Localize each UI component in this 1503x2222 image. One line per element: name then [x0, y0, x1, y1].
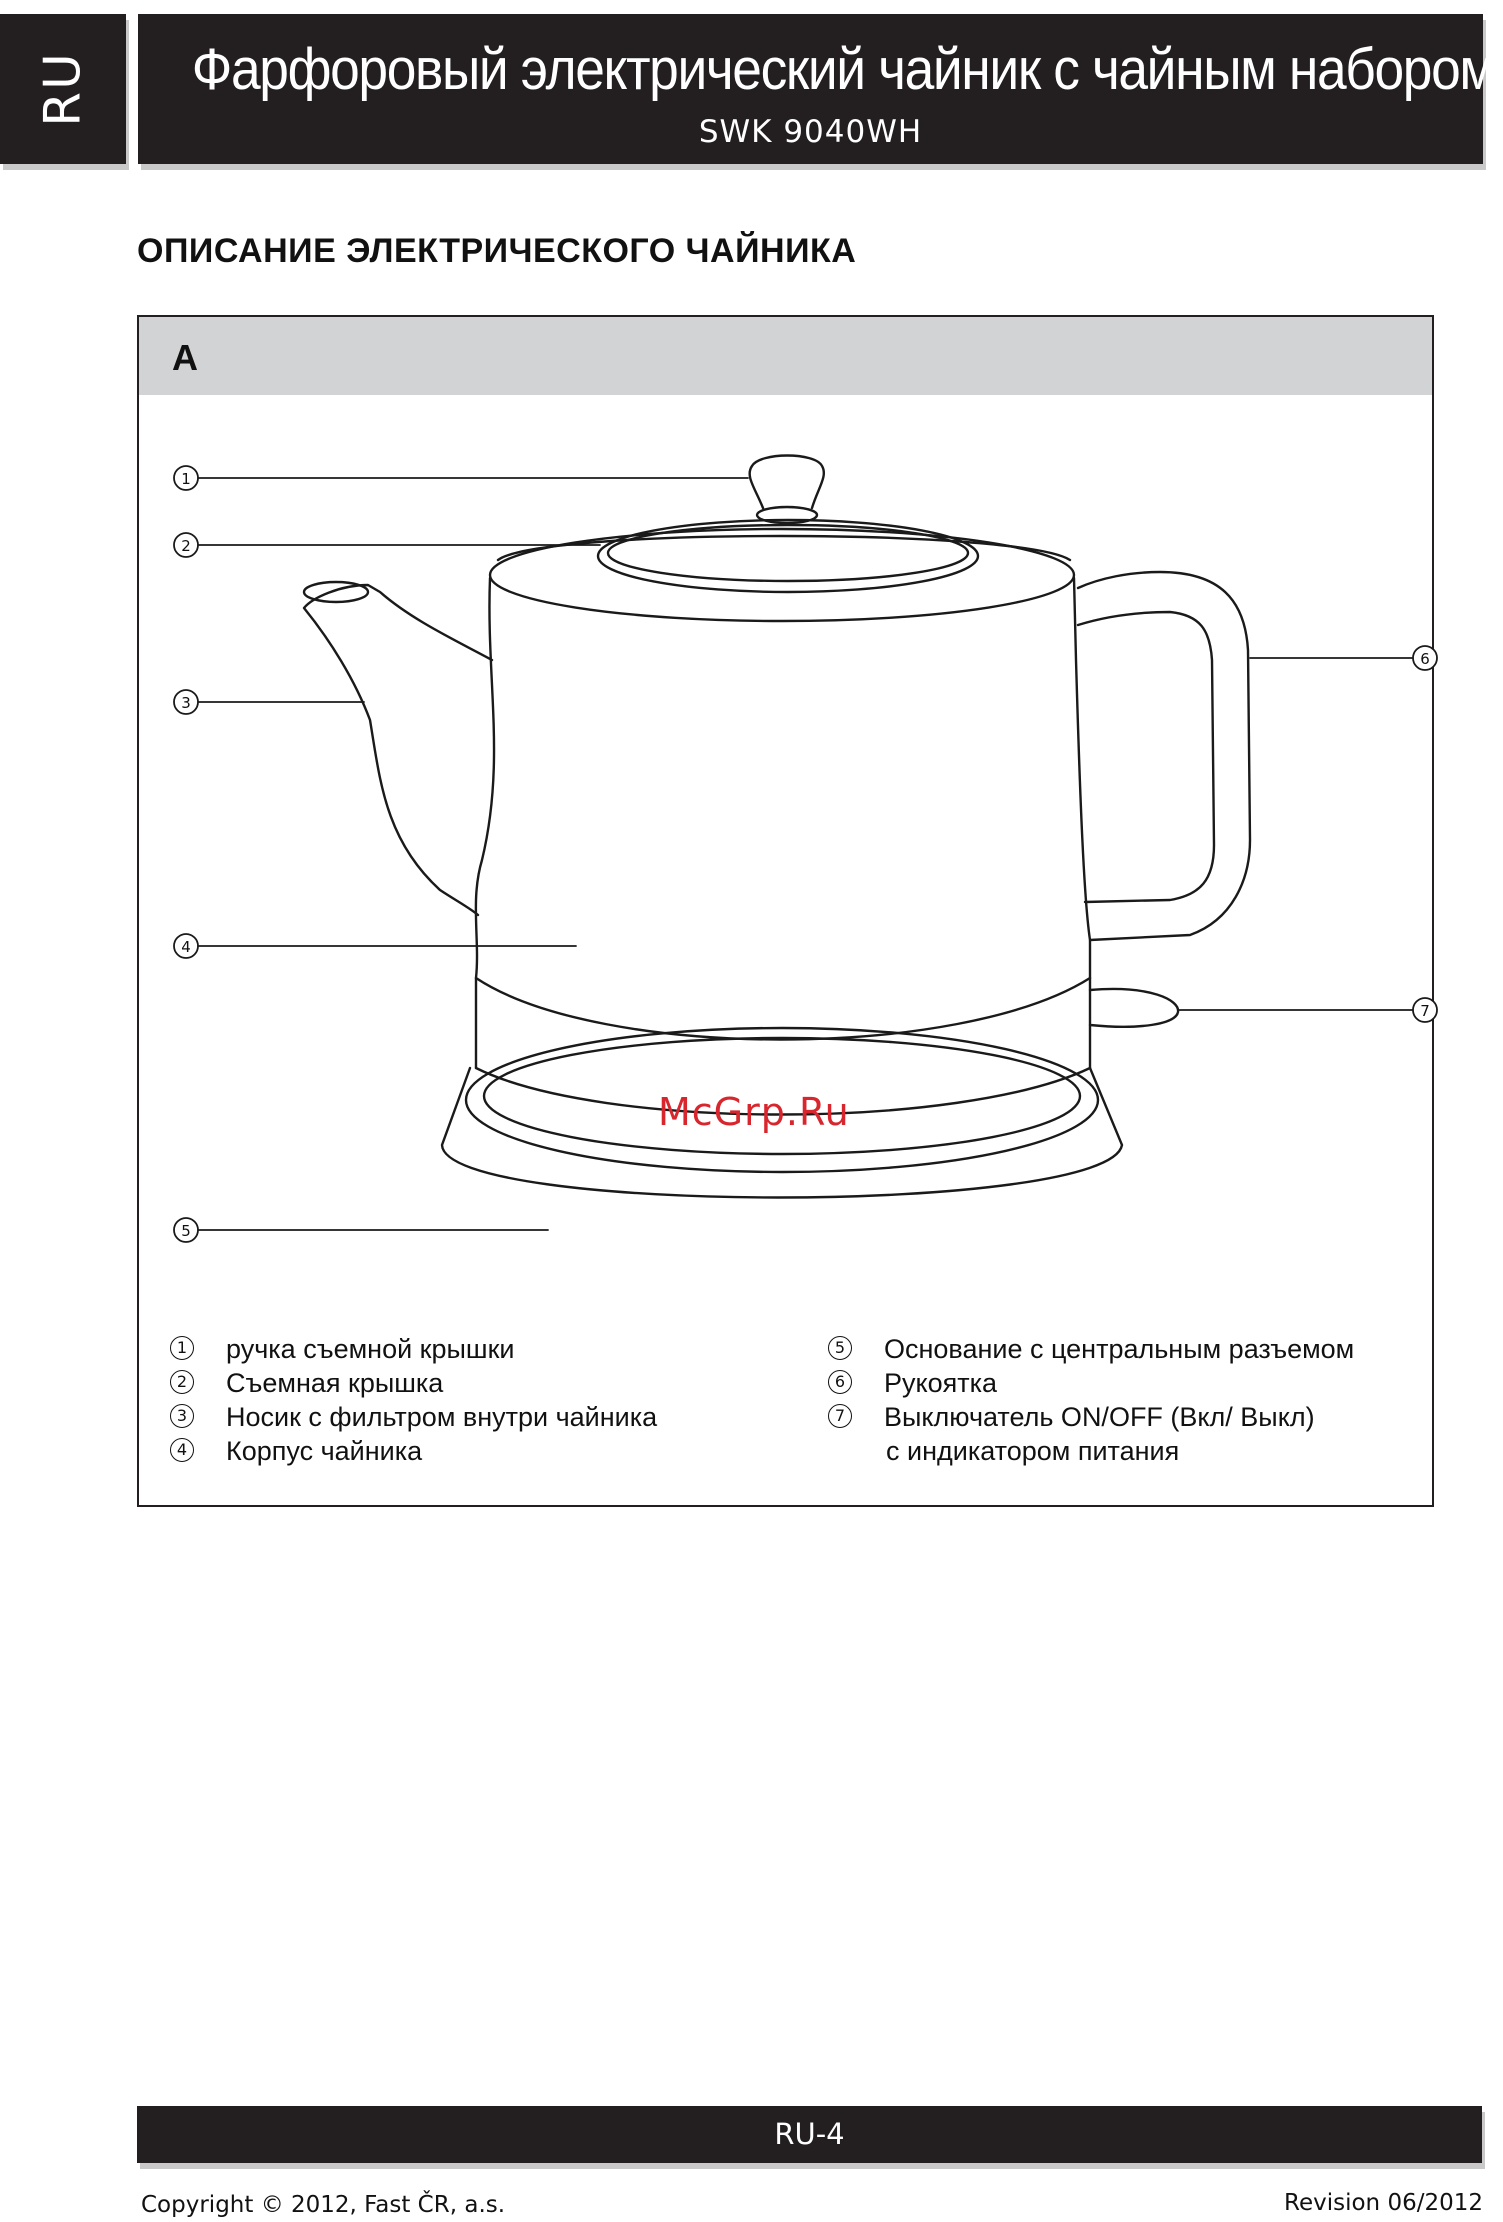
legend-text: с индикатором питания [886, 1436, 1180, 1466]
legend-item [828, 1434, 1354, 1468]
legend-text: Корпус чайника [226, 1436, 423, 1466]
legend-item [828, 1400, 1354, 1434]
legend-number: 1 [170, 1336, 194, 1360]
page-number: RU-4 [774, 2117, 845, 2151]
callout-3: 3 [181, 694, 191, 712]
legend-text: Рукоятка [884, 1368, 998, 1398]
legend-text: Съемная крышка [226, 1368, 444, 1398]
legend-number: 3 [170, 1404, 194, 1428]
legend-number: 6 [828, 1370, 852, 1394]
legend-item [828, 1332, 1354, 1366]
legend-text: Основание с центральным разъемом [884, 1334, 1355, 1364]
legend-item [170, 1400, 657, 1434]
model-number: SWK 9040WH [698, 114, 923, 150]
footer-bar [137, 2106, 1482, 2163]
legend-number: 2 [170, 1370, 194, 1394]
kettle-lid-drawing [490, 456, 1074, 622]
callout-1: 1 [181, 470, 191, 488]
watermark-text: McGrp.Ru [658, 1090, 850, 1134]
kettle-body-drawing [476, 578, 1090, 1115]
legend-item [170, 1434, 657, 1468]
legend-column-right [828, 1332, 1354, 1468]
kettle-spout-drawing [304, 582, 492, 915]
power-switch-drawing [1090, 989, 1178, 1027]
legend-text: Носик с фильтром внутри чайника [226, 1402, 658, 1432]
callout-6: 6 [1420, 650, 1430, 668]
legend-text: Выключатель ON/OFF (Вкл/ Выкл) [884, 1402, 1315, 1432]
copyright-text: Copyright © 2012, Fast ČR, a.s. [141, 2192, 506, 2218]
page-title: Фарфоровый электрический чайник с чайным набором [191, 37, 1495, 102]
callout-4: 4 [181, 938, 191, 956]
legend-item [170, 1332, 657, 1366]
figure-label: A [172, 337, 198, 378]
kettle-handle-drawing [1078, 572, 1250, 940]
legend-item [828, 1366, 1354, 1400]
language-code: RU [34, 51, 92, 127]
callout-2: 2 [181, 537, 191, 555]
legend-number: 7 [828, 1404, 852, 1428]
revision-text: Revision 06/2012 [1284, 2190, 1483, 2216]
legend-number: 5 [828, 1336, 852, 1360]
section-title: ОПИСАНИЕ ЭЛЕКТРИЧЕСКОГО ЧАЙНИКА [137, 232, 857, 270]
legend-text: ручка съемной крышки [226, 1334, 515, 1364]
legend-item [170, 1366, 657, 1400]
callout-7: 7 [1420, 1002, 1430, 1020]
legend-number: 4 [170, 1438, 194, 1462]
legend-column-left [170, 1332, 657, 1468]
callout-5: 5 [181, 1222, 191, 1240]
